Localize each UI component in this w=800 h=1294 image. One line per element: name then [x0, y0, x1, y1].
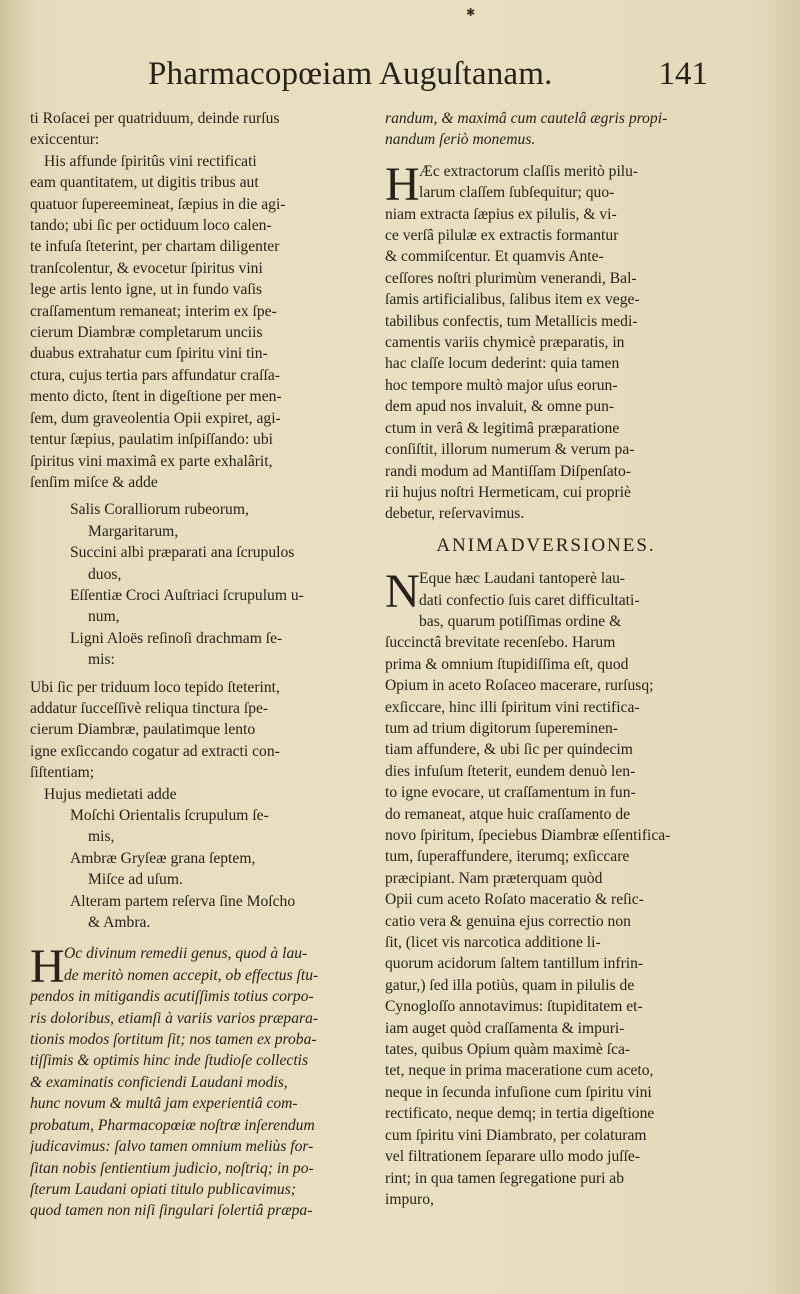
text-line: Ambræ Gryſeæ grana ſeptem,	[70, 849, 256, 867]
text-line: eam quantitatem, ut digitis tribus aut	[30, 174, 259, 192]
text-line: debetur, reſervavimus.	[385, 505, 525, 523]
text-line: & commiſcentur. Et quamvis Ante-	[385, 248, 604, 266]
text-line: quatuor ſupereemineat, ſæpius in die agi-	[30, 195, 286, 213]
text-line: hoc tempore multò major uſus eorun-	[385, 376, 618, 394]
text-line: tiam affundere, & ubi ſic per quindecim	[385, 741, 633, 759]
text-line: camentis variis chymicè præparatis, in	[385, 334, 625, 352]
text-line: tiſſimis & optimis hinc inde ſtudioſe collectis	[30, 1052, 309, 1070]
text-line: tabilibus confectis, tum Metallicis medi-	[385, 312, 638, 330]
text-line: mis:	[88, 651, 115, 669]
printer-mark-icon: ✱	[466, 7, 476, 19]
text-line: ſuccinctâ brevitate recenſebo. Harum	[385, 634, 616, 652]
text-line: igne exſiccando cogatur ad extracti con-	[30, 742, 280, 760]
text-line: conſiſtit, illorum numerum & verum pa-	[385, 441, 635, 459]
text-line: Hujus medietati adde	[44, 785, 177, 803]
text-line: Oc divinum remedii genus, quod à lau-	[64, 945, 308, 963]
text-line: ti Roſacei per quatriduum, deinde rurſus	[30, 110, 280, 127]
text-line: tentur ſæpius, paulatim inſpiſſando: ubi	[30, 431, 273, 449]
text-line: ſiſtentiam;	[30, 764, 95, 782]
text-line: hac claſſe locum dederint: quia tamen	[385, 355, 620, 373]
text-line: de meritò nomen accepit, ob effectus ſtu-	[64, 966, 319, 984]
text-line: dem apud nos invaluit, & omne pun-	[385, 398, 615, 416]
text-line: rint; in qua tamen ſegregatione puri ab	[385, 1169, 625, 1187]
text-line: quorum acidorum ſaltem tantillum infrin-	[385, 955, 644, 973]
drop-cap: N	[385, 565, 420, 619]
text-line: tates, quibus Opium quàm maximè ſca-	[385, 1041, 631, 1059]
text-line: Cynogloſſo annotavimus: ſtupiditatem et-	[385, 998, 643, 1016]
text-line: ctum in verâ & legitimâ præparatione	[385, 419, 620, 437]
right-column	[385, 108, 707, 1210]
text-line: cierum Diambræ completarum unciis	[30, 324, 263, 342]
text-line: & examinatis conficiendi Laudani modis,	[30, 1073, 288, 1091]
text-line: catio vera & genuina ejus correctio non	[385, 912, 631, 930]
text-line: tum ad trium digitorum ſupereminen-	[385, 719, 618, 737]
left-column	[30, 108, 360, 1222]
text-line: prima & omnium ſtupidiſſima eſt, quod	[385, 655, 629, 673]
text-line: Succini albi præparati ana ſcrupulos	[70, 544, 295, 562]
extracts-paragraph	[385, 157, 707, 525]
text-line: Opii cum aceto Roſato maceratio & reſic-	[385, 891, 644, 909]
text-line: ſpiritus vini maximâ ex parte exhalârit,	[30, 452, 273, 470]
text-line: præcipiant. Nam præterquam quòd	[385, 869, 603, 887]
text-line: tranſcolentur, & evocetur ſpiritus vini	[30, 259, 263, 277]
text-line: Margaritarum,	[88, 522, 179, 540]
text-line: do remaneat, atque huic craſſamento de	[385, 805, 631, 823]
text-line: Ligni Aloës reſinoſi drachmam ſe-	[70, 629, 283, 647]
text-line: ſterum Laudani opiati titulo publicavimus;	[30, 1180, 296, 1198]
text-line: randi modum ad Mantiſſam Diſpenſato-	[385, 462, 631, 480]
left-column-text	[30, 108, 360, 933]
text-line: larum claſſem ſubſequitur; quo-	[419, 184, 615, 202]
text-line: ſamis artificialibus, ſalibus item ex vege-	[385, 291, 640, 309]
text-line: te infuſa ſteterint, per chartam diligenter	[30, 238, 280, 256]
text-line: cum ſpiritu vini Diambrato, per colaturam	[385, 1126, 647, 1144]
page-number: 141	[658, 56, 708, 92]
text-line: addatur ſucceſſivè reliqua tinctura ſpe-	[30, 699, 269, 717]
drop-cap: H	[385, 157, 420, 211]
text-line: tum, ſuperaffundere, iterumq; exſiccare	[385, 848, 630, 866]
text-line: judicavimus: ſalvo tamen omnium meliùs for-	[30, 1138, 314, 1156]
text-line: Opium in aceto Roſaceo macerare, rurſusq;	[385, 677, 654, 695]
text-line: ſenſim miſce & adde	[30, 473, 158, 491]
drop-cap: H	[30, 940, 65, 994]
left-note-paragraph	[30, 940, 360, 1221]
text-line: craſſamentum remaneat; interim ex ſpe-	[30, 302, 277, 320]
text-line: mento dicto, ſtent in digeſtione per men-	[30, 388, 282, 406]
text-line: niam extracta ſæpius ex pilulis, & vi-	[385, 205, 617, 223]
text-line: to igne evocare, ut craſſamentum in fun-	[385, 784, 636, 802]
text-line: mis,	[88, 828, 115, 846]
text-line: neque in ſecunda infuſione cum ſpiritu vini	[385, 1083, 652, 1101]
text-line: randum, & maximâ cum cautelâ ægris propi-	[385, 110, 668, 127]
text-line: ctura, cujus tertia pars affundatur craſſa-	[30, 366, 280, 384]
text-line: ſem, dum graveolentia Opii expiret, agi-	[30, 409, 281, 427]
text-line: tionis modos ſortitum ſit; nos tamen ex proba-	[30, 1031, 317, 1049]
text-line: exiccentur:	[30, 131, 100, 149]
text-line: Miſce ad uſum.	[88, 871, 183, 889]
text-line: quod tamen non niſi ſingulari ſolertiâ præpa-	[30, 1202, 313, 1220]
text-line: lege artis lento igne, ut in fundo vaſis	[30, 281, 263, 299]
text-line: cierum Diambræ, paulatimque lento	[30, 721, 256, 739]
section-heading: ANIMADVERSIONES.	[436, 534, 656, 556]
text-line: rectificato, neque demq; in tertia digeſtione	[385, 1105, 655, 1123]
text-line: ceſſores noſtri plurimùm venerandi, Bal-	[385, 269, 637, 287]
text-line: vel filtrationem ſeparare ullo modo juſſe-	[385, 1148, 641, 1166]
running-title: Pharmacopœiam Auguſtanam.	[148, 56, 553, 92]
text-line: duos,	[88, 565, 122, 583]
text-line: bas, quarum potiſſimas ordine &	[419, 612, 622, 630]
text-line: & Ambra.	[88, 914, 151, 932]
text-line: novo ſpiritum, ſpeciebus Diambræ eſſentifica-	[385, 827, 671, 844]
text-line: Æc extractorum claſſis meritò pilu-	[419, 162, 639, 180]
text-line: gatur,) ſed illa potiùs, quam in pilulis de	[385, 976, 635, 994]
text-line: tando; ubi ſic per octiduum loco calen-	[30, 217, 272, 235]
text-line: Eſſentiæ Croci Auſtriaci ſcrupulum u-	[70, 586, 304, 604]
text-line: Salis Coralliorum rubeorum,	[70, 501, 249, 519]
text-line: probatum, Pharmacopœiæ noſtræ inſerendum	[30, 1116, 315, 1134]
text-line: iam auget quòd craſſamenta & impuri-	[385, 1019, 625, 1037]
text-line: nandum ſeriò monemus.	[385, 131, 536, 149]
running-head	[0, 52, 800, 102]
text-line: Moſchi Orientalis ſcrupulum ſe-	[70, 807, 269, 824]
text-line: Ubi ſic per triduum loco tepido ſteterint,	[30, 678, 280, 696]
text-line: ſitan nobis ſentientium judicio, noſtriq; in po-	[30, 1159, 314, 1177]
text-line: hunc novum & multâ jam experientiâ com-	[30, 1095, 298, 1113]
text-line: Alteram partem reſerva ſine Moſcho	[70, 892, 296, 910]
text-line: His affunde ſpiritûs vini rectificati	[44, 152, 257, 170]
text-line: dies infuſum ſteterit, eundem denuò len-	[385, 762, 636, 780]
text-line: dati confectio ſuis caret difficultati-	[419, 591, 640, 609]
animadversiones-paragraph	[385, 565, 707, 1210]
text-line: ce verſâ pilulæ ex extractis formantur	[385, 227, 619, 245]
text-line: duabus extrahatur cum ſpiritu vini tin-	[30, 345, 268, 363]
text-line: num,	[88, 608, 120, 626]
text-line: ris doloribus, etiamſi à variis varios præpara-	[30, 1009, 319, 1027]
text-line: impuro,	[385, 1190, 434, 1208]
text-line: ſit, (licet vis narcotica additione li-	[385, 934, 601, 952]
right-column-continuation	[385, 108, 707, 151]
text-line: rii hujus noſtri Hermeticam, cui propriè	[385, 483, 631, 501]
text-line: Eque hæc Laudani tantoperè lau-	[419, 570, 626, 588]
text-line: tet, neque in prima maceratione cum aceto,	[385, 1062, 654, 1080]
text-line: exſiccare, hinc illi ſpiritum vini rectifica-	[385, 698, 640, 716]
text-line: pendos in mitigandis acutiſſimis totius corpo-	[30, 988, 314, 1006]
